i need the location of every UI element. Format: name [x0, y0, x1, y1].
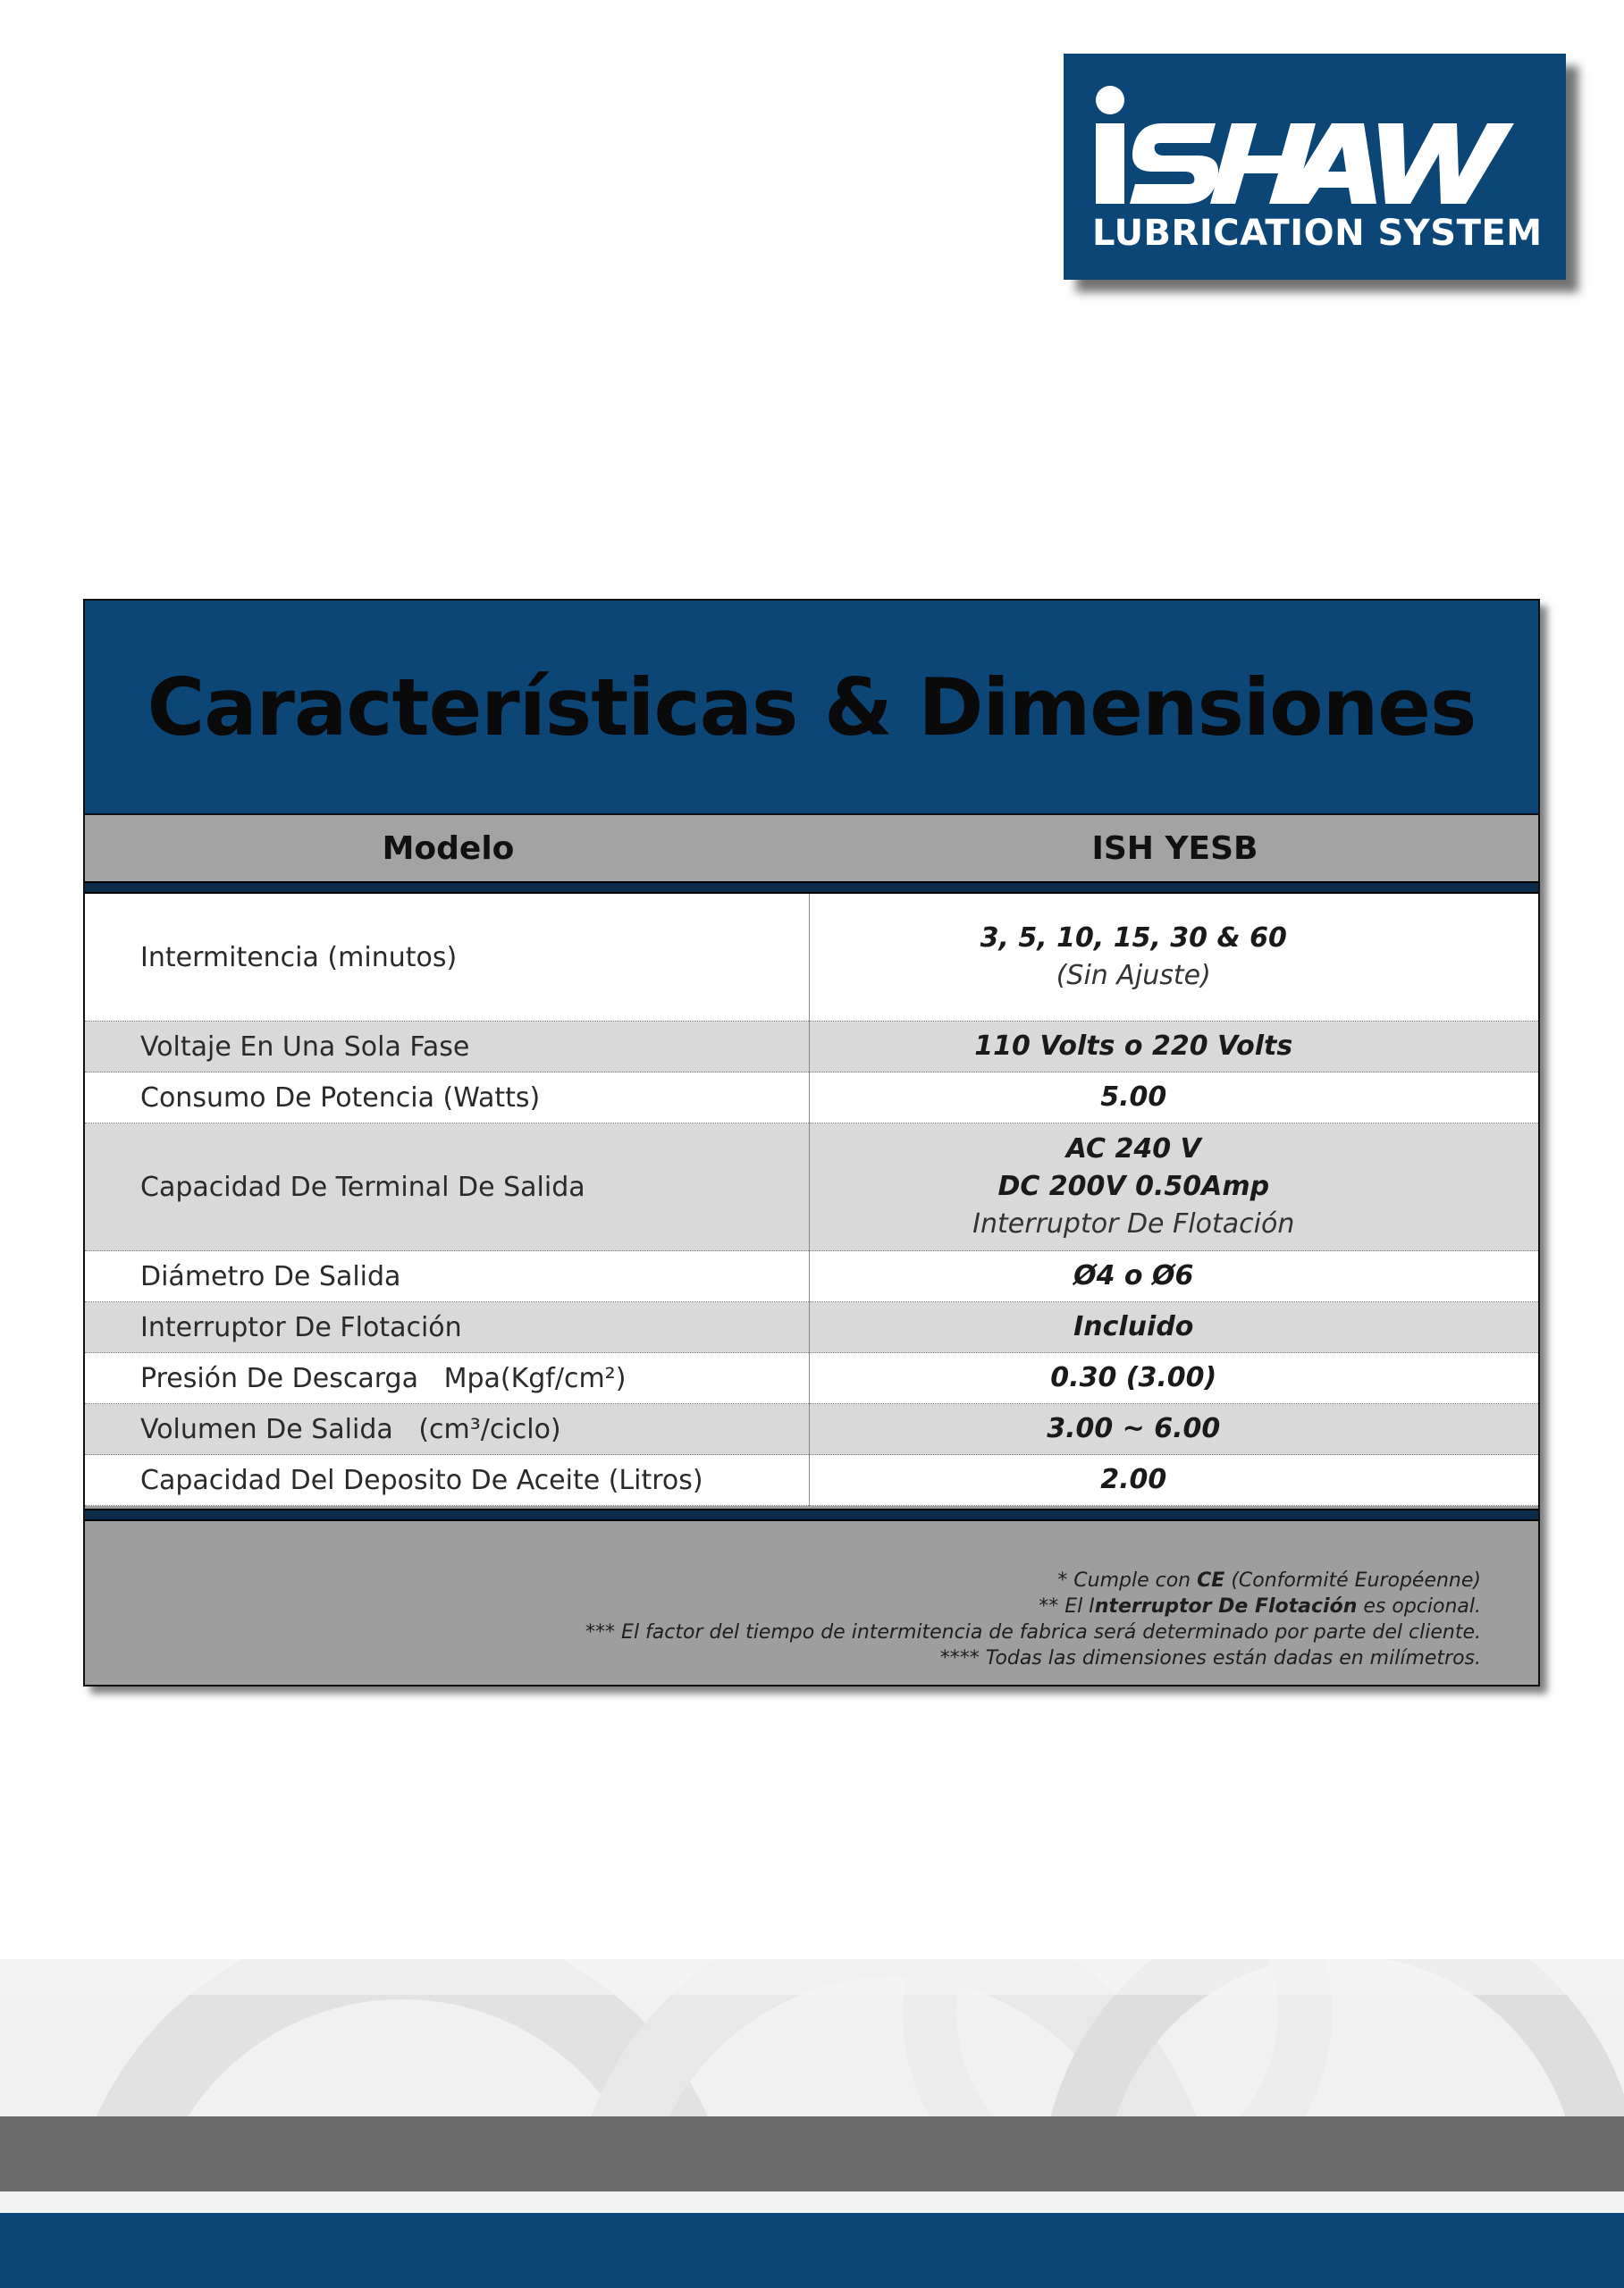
table-row: [85, 1455, 1538, 1506]
row-label: Presión De Descarga Mpa(Kgf/cm²): [85, 1353, 809, 1404]
value-main: 3, 5, 10, 15, 30 & 60: [980, 922, 1287, 954]
row-value: [809, 1404, 1538, 1455]
value-secondary: DC 200V 0.50Amp: [997, 1171, 1270, 1202]
value-main: 110 Volts o 220 Volts: [974, 1030, 1293, 1062]
table-row: [85, 1302, 1538, 1353]
footnote-1-prefix: * Cumple con: [1057, 1569, 1191, 1592]
footnote-3: *** El factor del tiempo de intermitencia de fabrica será determinado por parte del cliente.: [585, 1621, 1481, 1644]
table-row: [85, 1353, 1538, 1404]
footer-blue-band: [0, 2213, 1624, 2288]
row-value: [809, 1455, 1538, 1506]
table-row: [85, 1022, 1538, 1072]
value-note: Interruptor De Flotación: [972, 1208, 1295, 1240]
footer-grey-band: [0, 2116, 1624, 2191]
model-value: ISH YESB: [1091, 829, 1258, 867]
value-main: AC 240 V: [1065, 1133, 1201, 1165]
footnotes: [230, 1568, 1481, 1671]
value-main: Incluido: [1073, 1311, 1194, 1342]
value-main: 0.30 (3.00): [1050, 1362, 1217, 1393]
table-row: [85, 1251, 1538, 1302]
row-value: [809, 1302, 1538, 1353]
table-row: [85, 894, 1538, 1022]
row-label: Diámetro De Salida: [85, 1251, 809, 1302]
spec-table: [85, 894, 1538, 1506]
footnote-4: **** Todas las dimensiones están dadas en milímetros.: [939, 1647, 1481, 1670]
value-main: 5.00: [1100, 1081, 1167, 1113]
footnote-2-bold: nterruptor De Flotación: [1094, 1595, 1358, 1618]
row-value: [809, 1123, 1538, 1251]
spec-card: [83, 599, 1540, 1687]
footer-white-strip: [0, 2191, 1624, 2213]
row-value: [809, 1251, 1538, 1302]
footnote-1-bold: CE: [1197, 1569, 1225, 1592]
model-label: Modelo: [382, 829, 515, 867]
divider-band-top: [85, 881, 1538, 894]
rings-pattern-icon: [0, 1959, 1624, 2116]
value-main: 2.00: [1100, 1464, 1167, 1495]
ishaw-logo: [1064, 54, 1566, 280]
value-main: Ø4 o Ø6: [1073, 1260, 1194, 1291]
row-label: Volumen De Salida (cm³/ciclo): [85, 1404, 809, 1455]
row-label: Interruptor De Flotación: [85, 1302, 809, 1353]
value-note: (Sin Ajuste): [1056, 960, 1211, 991]
row-label: Capacidad Del Deposito De Aceite (Litros): [85, 1455, 809, 1506]
footnote-2-suffix: es opcional.: [1363, 1595, 1481, 1618]
value-main: 3.00 ~ 6.00: [1047, 1413, 1221, 1444]
table-row: [85, 1072, 1538, 1123]
row-label: Consumo De Potencia (Watts): [85, 1072, 809, 1123]
footer-decoration: [0, 1959, 1624, 2116]
divider-band-bottom: [85, 1509, 1538, 1521]
model-header-row: [85, 815, 1538, 881]
row-label: Intermitencia (minutos): [85, 894, 809, 1022]
footnote-1-suffix: (Conformité Européenne): [1231, 1569, 1481, 1592]
row-value: [809, 894, 1538, 1022]
footnote-1: [230, 1568, 1481, 1594]
row-label: Voltaje En Una Sola Fase: [85, 1022, 809, 1072]
table-row: [85, 1123, 1538, 1251]
row-value: [809, 1353, 1538, 1404]
footnote-2-prefix: ** El I: [1039, 1595, 1095, 1618]
card-title: Características & Dimensiones: [85, 601, 1538, 815]
table-row: [85, 1404, 1538, 1455]
logo-subtitle: LUBRICATION SYSTEM: [1092, 213, 1543, 254]
row-value: [809, 1022, 1538, 1072]
row-value: [809, 1072, 1538, 1123]
row-label: Capacidad De Terminal De Salida: [85, 1123, 809, 1251]
footnote-2: [230, 1594, 1481, 1619]
